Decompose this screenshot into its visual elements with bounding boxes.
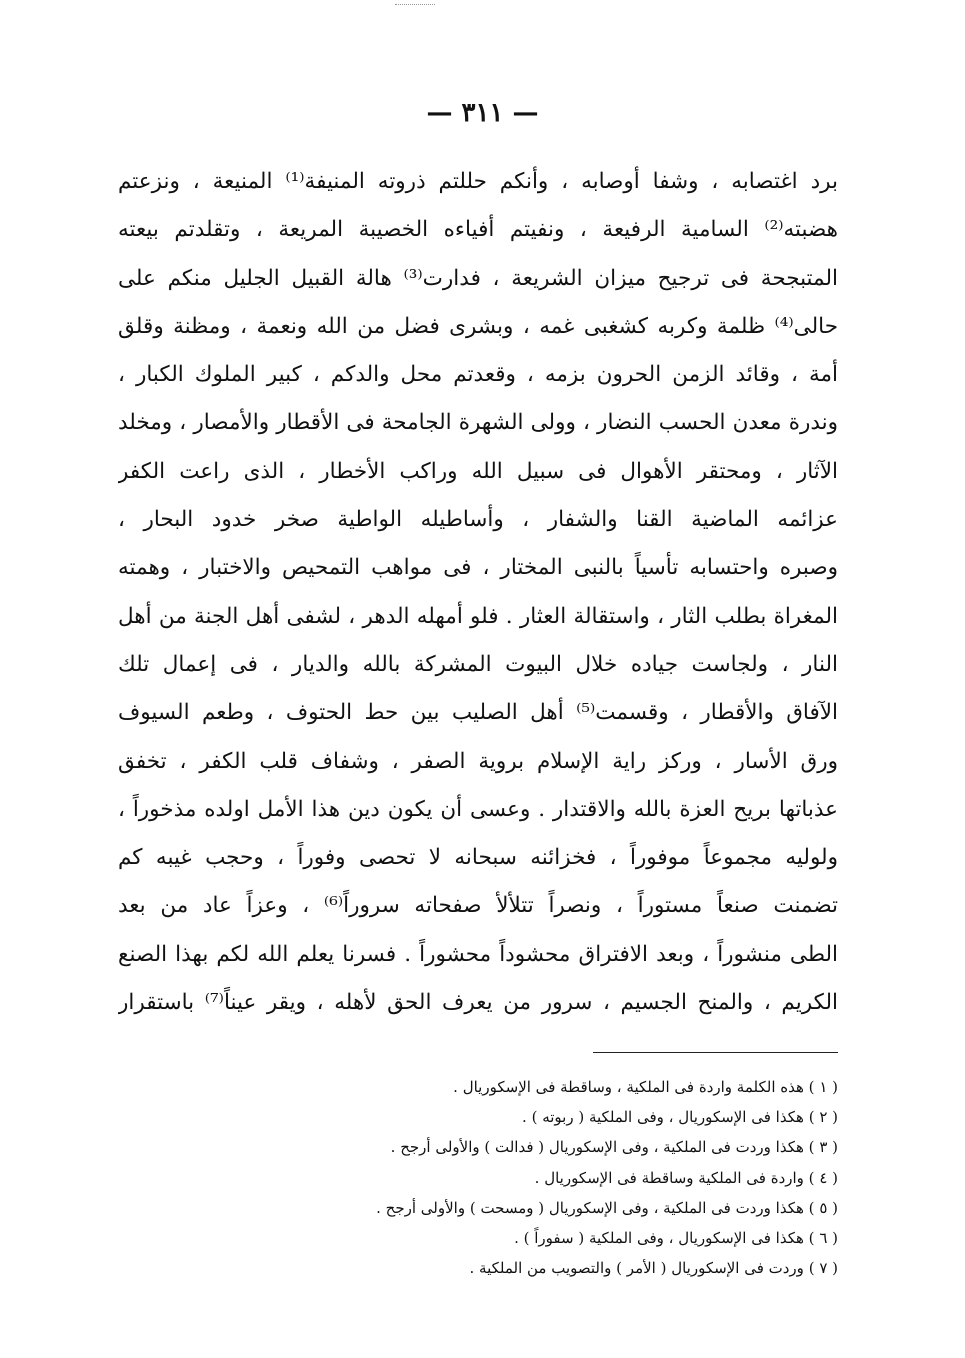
footnote-separator <box>593 1052 838 1053</box>
text-line: المغراة بطلب الثار ، واستقالة العثار . فلو أمهله الدهر ، لشفى أهل الجنة من أهل <box>118 603 838 629</box>
text-line: النار ، ولجاست جياده خلال البيوت المشركة بالله والديار ، فى إعمال تلك <box>118 651 838 677</box>
footnote: ( ٤ ) واردة فى الملكية وساقطة فى الإسكوريال . <box>534 1168 838 1187</box>
text-line: أمة ، وقائد الزمن الحرون بزمه ، وقعدتم محل والدكم ، كبير الملوك الكبار ، <box>118 362 838 388</box>
text-line: وصبره واحتسابه تأسياً بالنبى المختار ، فى مواهب التمحيص والاختبار ، وهمته <box>118 555 838 581</box>
text-line: عزائمه الماضية القنا والشفار ، وأساطيله الواطية صخر خدود البحار ، <box>118 507 838 533</box>
footnote: ( ٢ ) هكذا فى الإسكوريال ، وفى الملكية ( ربوته ) . <box>522 1108 838 1127</box>
text-line: هضبته⁽²⁾ السامية الرفيعة ، ونفيتم أفياءه الخصيبة المريعة ، وتقلدتم بيعته <box>118 217 838 243</box>
text-line: تضمنت صنعاً مستوراً ، ونصراً تتلألأ صفحاته سروراً⁽⁶⁾ ، وعزاً عاد من بعد <box>118 893 838 919</box>
footnote: ( ٦ ) هكذا فى الإسكوريال ، وفى الملكية ( سفوراً ) . <box>514 1228 838 1247</box>
text-line: ورق الأسار ، وركز راية الإسلام بروية الصفر ، وشفاف قلب الكفر ، تخفق <box>118 748 838 774</box>
footnote: ( ٧ ) وردت فى الإسكوريال ( الأمر ) والتصويب من الملكية . <box>469 1259 838 1278</box>
text-line: حالى⁽⁴⁾ ظلمة وكربه كشغبى غمه ، وبشرى فضل من الله ونعمة ، ومظنة وقلق <box>118 313 838 339</box>
text-line: المتبجحة فى ترجيح ميزان الشريعة ، فدارت⁽³⁾ هالة القبيل الجليل منكم على <box>118 265 838 291</box>
body-text <box>118 158 838 1027</box>
top-scan-mark <box>395 4 435 7</box>
text-line: عذباتها بريح العزة بالله والاقتدار . وعسى أن يكون دين هذا الأمل اولده مذخوراً ، <box>118 796 838 822</box>
page-number: — ٣١١ — <box>426 98 539 128</box>
text-line: الآفاق والأقطار ، وقسمت⁽⁵⁾ أهل الصليب بين حط الحتوف ، وطعم السيوف <box>118 700 838 726</box>
footnote: ( ٥ ) هكذا وردت فى الملكية ، وفى الإسكوريال ( ومسحت ) والأولى أرجح . <box>376 1198 838 1217</box>
footnote: ( ٣ ) هكذا وردت فى الملكية ، وفى الإسكوريال ( فدالت ) والأولى أرجح . <box>390 1138 838 1157</box>
text-line: وندرة معدن الحسب النضار ، وولى الشهرة الجامحة فى الأقطار والأمصار ، ومخلد <box>118 410 838 436</box>
text-line: برد اغتصابه ، وشفا أوصابه ، وأنكم حللتم ذروته المنيفة⁽¹⁾ المنيعة ، ونزعتم <box>118 169 838 194</box>
footnote: ( ١ ) هذه الكلمة واردة فى الملكية ، وساقطة فى الإسكوريال . <box>453 1078 838 1096</box>
text-line: الكريم ، والمنح الجسيم ، سرور من يعرف الحق لأهله ، ويقر عيناً⁽⁷⁾ باستقرار <box>118 990 838 1016</box>
text-line: الآثار ، ومحتقر الأهوال فى سبيل الله وراكب الأخطار ، الذى راعت الكفر <box>118 458 838 484</box>
text-line: ولوليه مجموعاً موفوراً ، فخزائنه سبحانه لا تحصى وفوراً ، وحجب غيبه كم <box>118 845 838 871</box>
footnotes <box>118 1072 838 1283</box>
text-line: الطى منشوراً ، وبعد الافتراق محشوداً محشوراً . فسرنا يعلم الله لكم بهذا الصنع <box>118 941 838 967</box>
